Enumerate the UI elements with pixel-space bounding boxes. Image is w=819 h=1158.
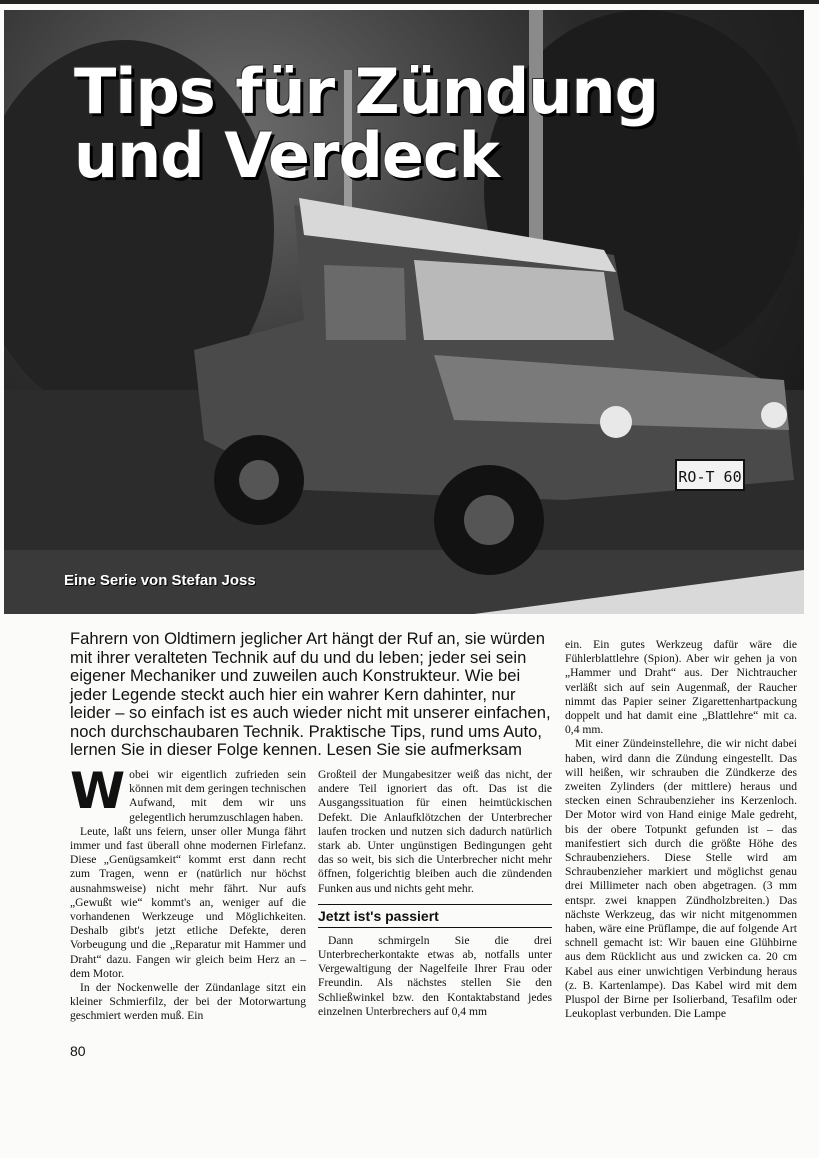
column-2 bbox=[318, 768, 552, 1019]
column-2-paragraph-1: Großteil der Mungabesitzer weiß das nicht, der andere Teil ignoriert das oft. Das ist die Ausgangssituation für einen heimtückischen Defekt. Die Anlaufklötzchen der Unterbrecher laufen trocken und nutzen sich dadurch natürlich stark ab. Unter ungünstigen Bedingungen geht das so weit, bis sich die Unterbrecher nicht mehr öffnen, folgerichtig bleiben auch die zündenden Funken aus und nichts geht mehr. bbox=[318, 768, 552, 895]
article-title bbox=[74, 55, 658, 192]
column-1 bbox=[70, 762, 306, 1024]
license-plate-text: RO-T 60 bbox=[678, 468, 742, 486]
column-3-paragraph-2: Mit einer Zündeinstellehre, die wir nicht dabei haben, wird dann die Zündung eingestellt. Das will heißen, wir schrauben die Zündkerze des zweiten Zylinders (der mittlere) heraus und stecken einen Schraubenzieher ins Kerzenloch. Der Motor wird von Hand einige Male gedreht, bis der obere Totpunkt gefunden ist – das manifestiert sich durch die größte Höhe des Schraubenziehers. Diese Stelle wird am Schraubenzieher markiert und möglichst genau drei Millimeter nach oben abgetragen. (3 mm entspr. zwei knappen Zündholzbreiten.) Das nächste Werkzeug, das wir nicht mitgenommen haben, wäre eine Prüflampe, die auf folgende Art schnell gemacht ist: Wir bauen eine Glühbirne aus dem Rücklicht aus und zwicken ca. 20 cm Kabel aus einer unwichtigen Verbindung heraus (z. B. Kartenlampe). Das Kabel wird mit dem Pluspol der Birne per Isolierband, Tesafilm oder Leukoplast verbunden. Die Lampe bbox=[565, 737, 797, 1021]
page-number: 80 bbox=[70, 1043, 86, 1059]
section-subheading: Jetzt ist's passiert bbox=[318, 904, 552, 928]
column-3 bbox=[565, 638, 797, 1021]
title-line-1: Tips für Zündung bbox=[74, 55, 658, 128]
column-1-paragraph-2: Leute, laßt uns feiern, unser oller Munga fährt immer und fast überall ohne modernen Firlefanz. Diese „Genügsamkeit“ kommt erst dann recht zum Tragen, wenn er (natürlich nur höchst ausnahmsweise) nicht mehr fährt. Nur aufs „Gewußt wie“ kommt's an, weniger auf die vorhandenen Werkzeuge und Möglichkeiten. Deshalb gibt's jetzt etliche Defekte, deren Vorbeugung und die „Reparatur mit Hammer und Draht“ dazu. Fangen wir gleich beim Herz an – dem Motor. bbox=[70, 824, 306, 980]
column-1-paragraph-1-text: obei wir eigentlich zufrieden sein können mit dem geringen technischen Aufwand, mit dem wir uns gelegentlich herumzuschlagen haben. bbox=[129, 768, 306, 824]
byline: Eine Serie von Stefan Joss bbox=[64, 572, 256, 589]
column-1-paragraph-3: In der Nockenwelle der Zündanlage sitzt ein kleiner Schmierfilz, der bei der Motorwartung geschmiert werden muß. Ein bbox=[70, 981, 306, 1023]
drop-cap: W bbox=[70, 762, 126, 820]
column-1-paragraph-1 bbox=[70, 762, 306, 825]
hero-photo bbox=[4, 10, 804, 614]
top-rule bbox=[0, 0, 819, 4]
title-line-2: und Verdeck bbox=[74, 119, 499, 192]
lead-paragraph: Fahrern von Oldtimern jeglicher Art hängt der Ruf an, sie würden mit ihrer veralteten Technik auf du und du leben; jeder sei sein eigener Mechaniker und zuweilen auch Konstrukteur. Wie bei jeder Legende steckt auch hier ein wahrer Kern dahinter, nur leider – so einfach ist es auch wieder nicht mit unserer einfachen, noch durchschaubaren Technik. Praktische Tips, rund ums Auto, lernen Sie in dieser Folge kennen. Lesen Sie sie aufmerksam bbox=[70, 629, 551, 759]
column-3-paragraph-1: ein. Ein gutes Werkzeug dafür wäre die Fühlerblattlehre (Spion). Aber wir gehen ja von „Hammer und Draht“ aus. Der Nichtraucher verläßt sich auf sein Augenmaß, der Raucher nimmt das Papier seiner Zigarettenhartpackung doppelt und hat damit eine „Blattlehre“ mit ca. 0,4 mm. bbox=[565, 638, 797, 737]
column-2-paragraph-2: Dann schmirgeln Sie die drei Unterbrecherkontakte etwas ab, notfalls unter Vergewaltigung der Nagelfeile Ihrer Frau oder Freundin. Als nächstes stellen Sie den Schließwinkel bzw. den Kontaktabstand jedes einzelnen Unterbrechers auf 0,4 mm bbox=[318, 933, 552, 1018]
